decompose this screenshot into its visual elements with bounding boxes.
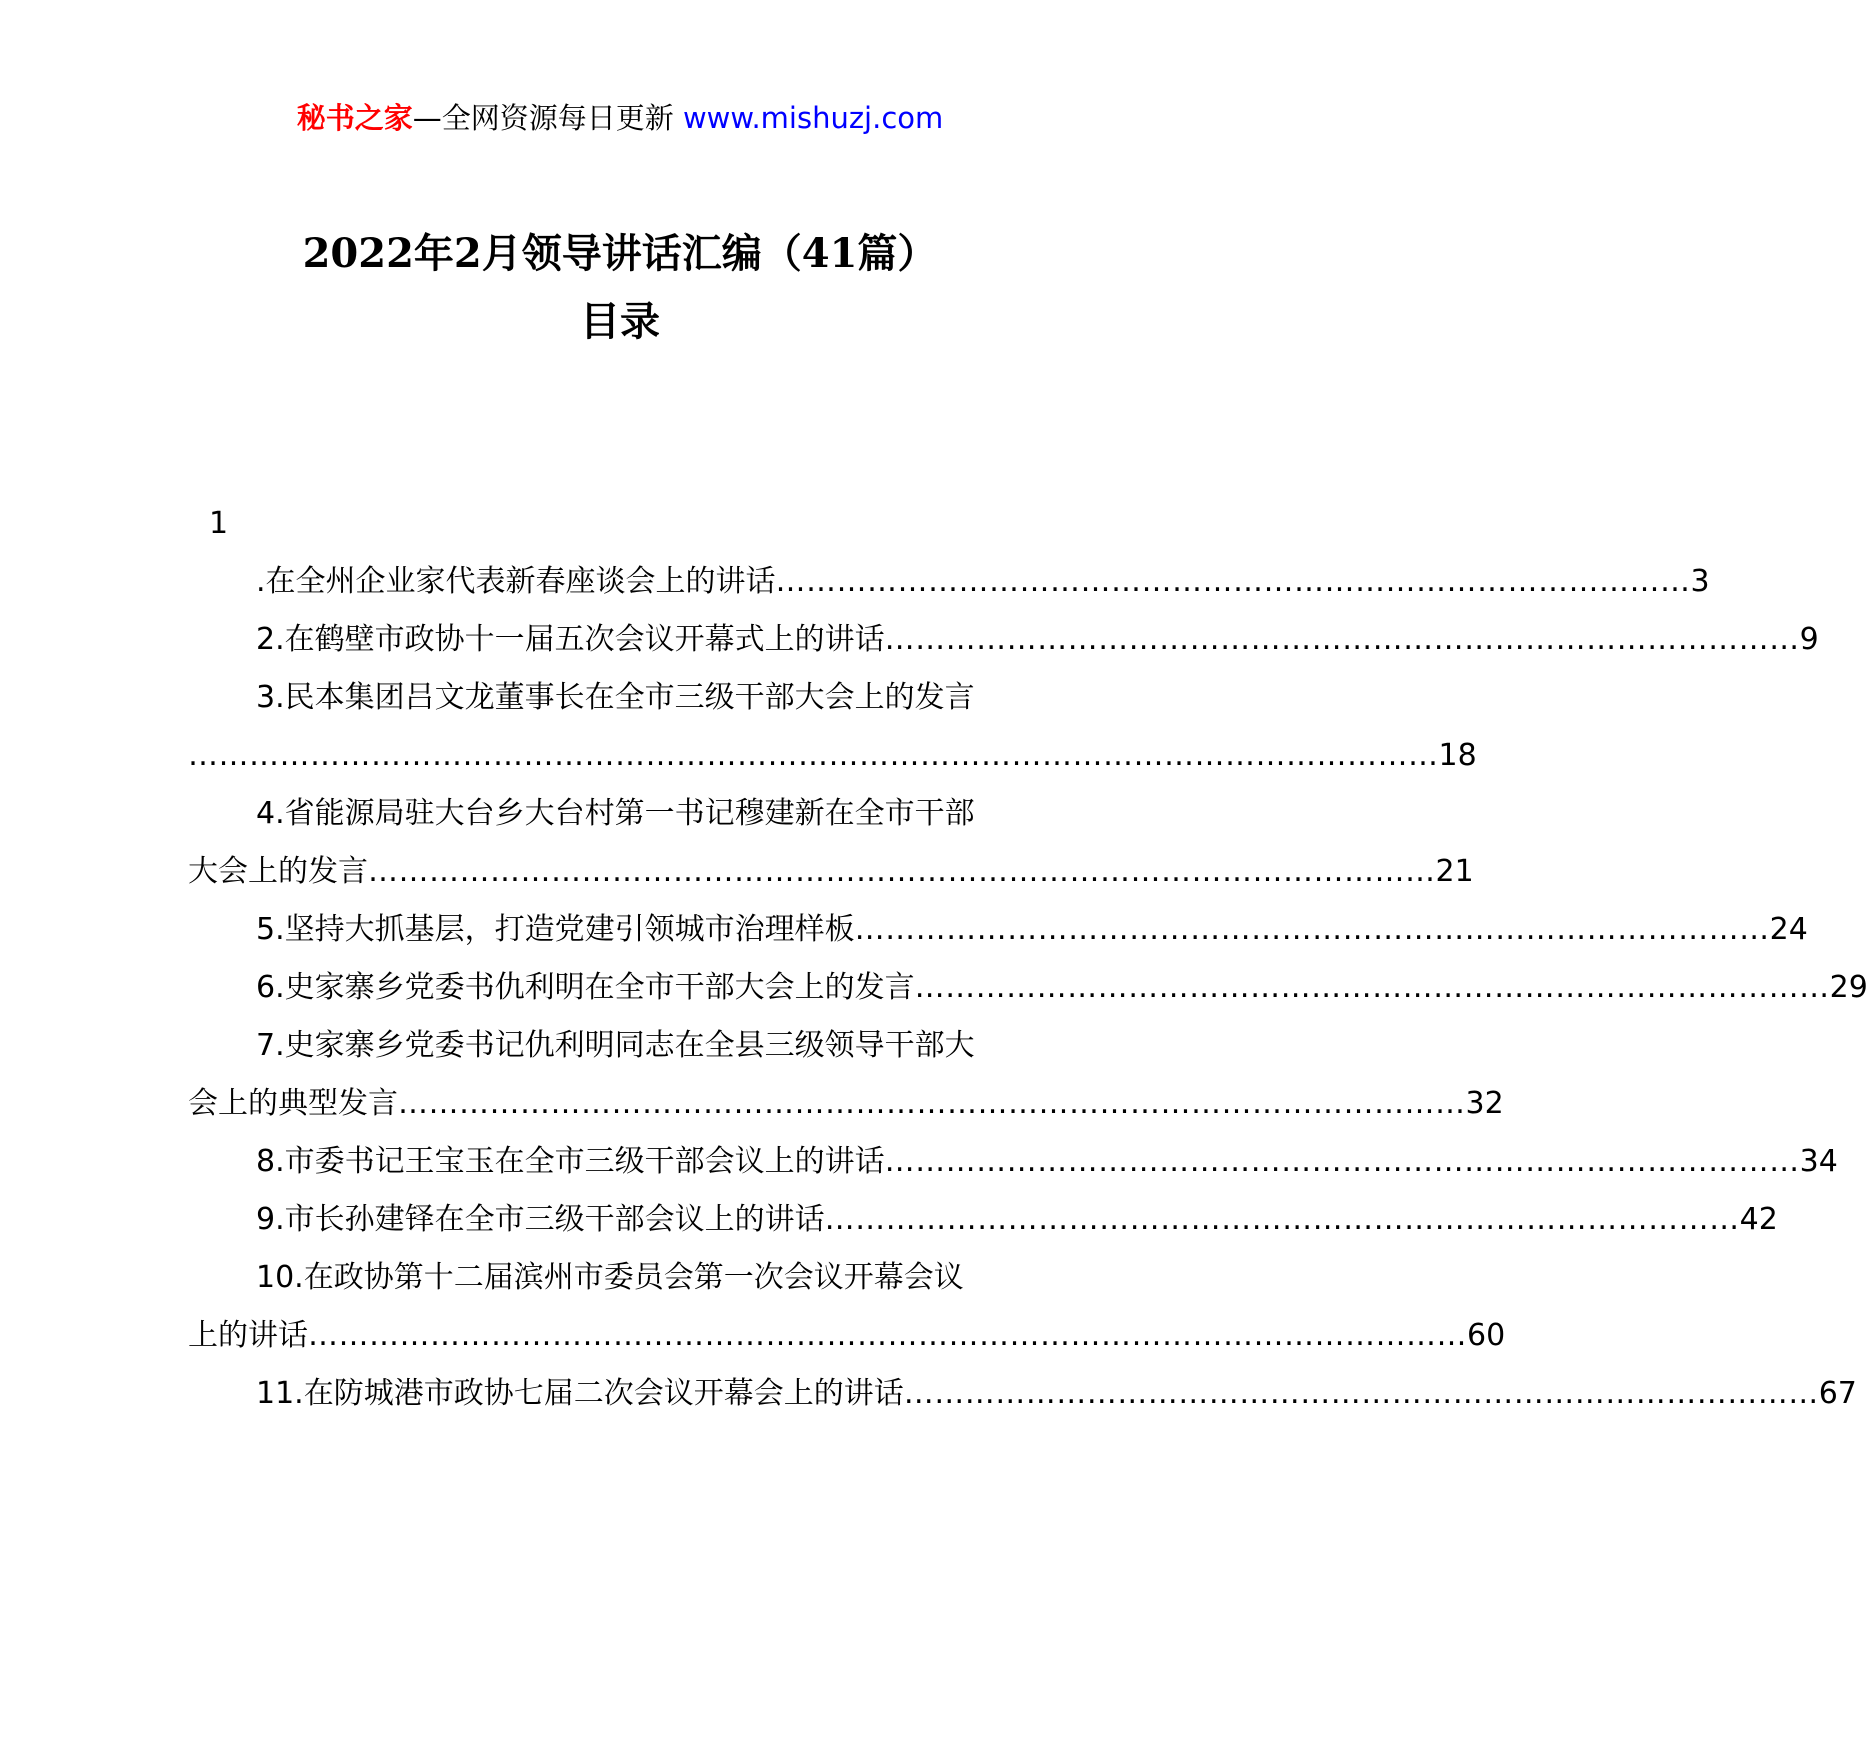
toc-entry[interactable]	[188, 1024, 1055, 1068]
toc-entry-title: 3.民本集团吕文龙董事长在全市三级干部大会上的发言	[256, 680, 975, 715]
toc-lone-number	[209, 502, 1076, 546]
toc-entry-title: 会上的典型发言	[188, 1086, 398, 1121]
toc-entry-title: 5.坚持大抓基层，打造党建引领城市治理样板	[256, 912, 855, 947]
toc-leader-dots: ………………………………………………………………………………	[903, 1376, 1819, 1411]
toc-entry[interactable]	[188, 618, 1819, 662]
toc-leader-dots: ……………………………………………………………………………………………	[368, 854, 1436, 889]
toc-entry[interactable]	[188, 676, 1055, 720]
toc-entry[interactable]	[188, 1256, 1055, 1300]
toc-entry-page: 18	[1438, 738, 1477, 773]
toc-entry-page: 32	[1465, 1086, 1504, 1121]
toc-entry-title: 6.史家寨乡党委书仇利明在全市干部大会上的发言	[256, 970, 915, 1005]
toc-entry-page: 29	[1829, 970, 1868, 1005]
toc-leader-dots: ………………………………………………………………………………	[854, 912, 1770, 947]
toc-entry-title: 大会上的发言	[188, 854, 368, 889]
toc-entry-page: 60	[1467, 1318, 1506, 1353]
toc-entry[interactable]	[188, 792, 1055, 836]
toc-entry-page: 21	[1435, 854, 1474, 889]
toc-entry[interactable]	[188, 908, 1808, 952]
toc-entry-page: 42	[1739, 1202, 1778, 1237]
document-title: 2022年2月领导讲话汇编（41篇）	[302, 230, 938, 277]
site-url[interactable]: www.mishuzj.com	[682, 101, 944, 135]
toc-entry-title: 10.在政协第十二届滨州市委员会第一次会议开幕会议	[256, 1260, 964, 1295]
toc-entry-title: 9.市长孙建铎在全市三级干部会议上的讲话	[256, 1202, 825, 1237]
toc-entry-title: 2.在鹤壁市政协十一届五次会议开幕式上的讲话	[256, 622, 885, 657]
site-brand: 秘书之家	[296, 101, 413, 135]
toc-leader-dots: ……………………………………………………………………………………………………………	[188, 738, 1439, 773]
toc-entry-title: 上的讲话	[188, 1318, 308, 1353]
toc-leader-dots: ……………………………………………………………………………………………	[398, 1086, 1466, 1121]
toc-entry[interactable]	[188, 1140, 1838, 1184]
toc-entry-page: 67	[1818, 1376, 1857, 1411]
toc-entry-page: 9	[1799, 622, 1819, 657]
toc-leader-dots: ………………………………………………………………………………	[884, 622, 1800, 657]
toc-leader-dots: ………………………………………………………………………………	[914, 970, 1830, 1005]
site-slogan: —全网资源每日更新	[412, 101, 674, 135]
toc-entry-page: 24	[1769, 912, 1808, 947]
toc-entry-continuation[interactable]	[188, 734, 1477, 778]
toc-entry-continuation[interactable]	[188, 850, 1474, 894]
toc-entry-page: 34	[1799, 1144, 1838, 1179]
toc-leader-dots: ………………………………………………………………………………	[775, 564, 1691, 599]
toc-leader-dots: ……………………………………………………………………………………………………	[308, 1318, 1467, 1353]
toc-entry-title: 4.省能源局驻大台乡大台村第一书记穆建新在全市干部	[256, 796, 975, 831]
toc-leader-dots: ………………………………………………………………………………	[884, 1144, 1800, 1179]
toc-entry-title: 11.在防城港市政协七届二次会议开幕会上的讲话	[256, 1376, 904, 1411]
toc-leader-dots: ………………………………………………………………………………	[824, 1202, 1740, 1237]
toc-entry[interactable]	[188, 1198, 1778, 1242]
toc-entry[interactable]	[188, 560, 1710, 604]
toc-entry-continuation[interactable]	[188, 1314, 1506, 1358]
toc-heading: 目录	[580, 299, 660, 345]
toc-entry-page: 3	[1690, 564, 1710, 599]
toc-entry-title: 7.史家寨乡党委书记仇利明同志在全县三级领导干部大	[256, 1028, 975, 1063]
toc-entry-continuation[interactable]	[188, 1082, 1504, 1126]
toc-lone-number-text: 1	[209, 506, 229, 541]
toc-entry-title: .在全州企业家代表新春座谈会上的讲话	[256, 564, 776, 599]
toc-entry[interactable]	[188, 966, 1868, 1010]
toc-entry-title: 8.市委书记王宝玉在全市三级干部会议上的讲话	[256, 1144, 885, 1179]
toc-entry[interactable]	[188, 1372, 1857, 1416]
